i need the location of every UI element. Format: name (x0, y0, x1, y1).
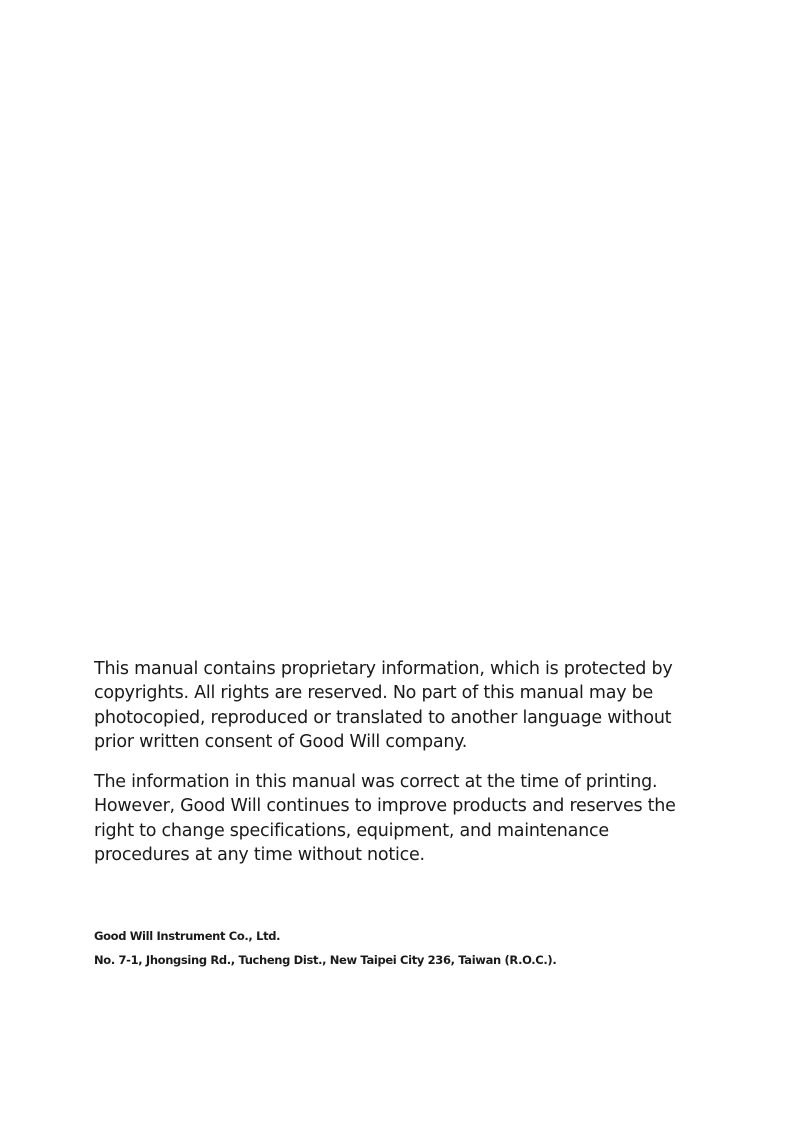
disclaimer-paragraph (94, 770, 694, 867)
text-line: copyrights. All rights are reserved. No part of this manual may be (94, 683, 653, 704)
paragraph-spacer (94, 754, 694, 770)
proprietary-paragraph (94, 657, 694, 754)
text-line: right to change specifications, equipment, and maintenance (94, 820, 609, 841)
text-line: photocopied, reproduced or translated to another language without (94, 707, 672, 728)
text-line: The information in this manual was correct at the time of printing. (94, 772, 658, 793)
copyright-notice (94, 657, 694, 867)
company-info (94, 927, 556, 969)
company-name: Good Will Instrument Co., Ltd. (94, 929, 281, 943)
text-line: prior written consent of Good Will company. (94, 731, 468, 752)
text-line: This manual contains proprietary information, which is protected by (94, 659, 673, 679)
text-line: However, Good Will continues to improve products and reserves the (94, 796, 676, 817)
text-line: procedures at any time without notice. (94, 845, 425, 866)
company-address: No. 7-1, Jhongsing Rd., Tucheng Dist., New Taipei City 236, Taiwan (R.O.C.). (94, 953, 557, 967)
